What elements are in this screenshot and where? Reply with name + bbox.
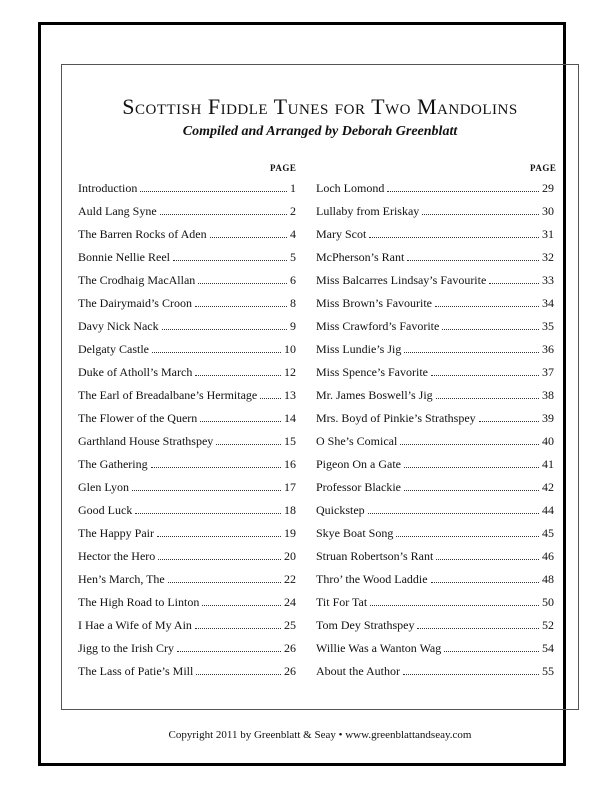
toc-entry xyxy=(316,291,554,311)
toc-entry-page: 16 xyxy=(284,457,296,471)
dot-leader xyxy=(162,329,287,330)
toc-entry-title: O She’s Comical xyxy=(316,434,398,448)
toc-entry-title: Miss Lundie’s Jig xyxy=(316,342,402,356)
toc-entry-title: Hen’s March, The xyxy=(78,572,165,586)
toc-entry-page: 9 xyxy=(290,319,296,333)
toc-entry-title: The Gathering xyxy=(78,457,148,471)
toc-entry-title: Struan Robertson’s Rant xyxy=(316,549,434,563)
dot-leader xyxy=(387,191,539,192)
toc-entry-title: Mr. James Boswell’s Jig xyxy=(316,388,433,402)
left-page-header: PAGE xyxy=(270,163,297,173)
toc-entry xyxy=(316,452,554,472)
toc-entry-title: Tit For Tat xyxy=(316,595,368,609)
dot-leader xyxy=(173,260,287,261)
toc-entry-page: 5 xyxy=(290,250,296,264)
toc-entry-page: 32 xyxy=(542,250,554,264)
toc-entry-title: Mrs. Boyd of Pinkie’s Strathspey xyxy=(316,411,476,425)
book-subtitle: Compiled and Arranged by Deborah Greenblatt xyxy=(182,124,458,139)
toc-entry-title: Introduction xyxy=(78,181,138,195)
toc-entry-title: Lullaby from Eriskay xyxy=(316,204,420,218)
dot-leader xyxy=(157,536,281,537)
toc-entry xyxy=(78,429,296,449)
toc-entry-title: I Hae a Wife of My Ain xyxy=(78,618,192,632)
dot-leader xyxy=(407,260,539,261)
toc-entry xyxy=(78,314,296,334)
dot-leader xyxy=(151,467,281,468)
toc-entry xyxy=(316,590,554,610)
toc-entry-page: 42 xyxy=(542,480,554,494)
book-title: Scottish Fiddle Tunes for Two Mandolins xyxy=(122,94,518,119)
toc-entry-title: Quickstep xyxy=(316,503,365,517)
toc-entry-page: 4 xyxy=(290,227,296,241)
toc-entry-page: 35 xyxy=(542,319,554,333)
dot-leader xyxy=(417,628,539,629)
right-page-header: PAGE xyxy=(530,163,557,173)
toc-entry xyxy=(78,268,296,288)
toc-entry-page: 52 xyxy=(542,618,554,632)
dot-leader xyxy=(369,237,539,238)
dot-leader xyxy=(431,375,539,376)
dot-leader xyxy=(489,283,539,284)
toc-entry-title: Skye Boat Song xyxy=(316,526,394,540)
dot-leader xyxy=(195,306,287,307)
toc-entry-page: 30 xyxy=(542,204,554,218)
toc-entry-page: 34 xyxy=(542,296,554,310)
dot-leader xyxy=(404,467,539,468)
toc-entry-title: Pigeon On a Gate xyxy=(316,457,401,471)
toc-entry xyxy=(78,383,296,403)
toc-entry-title: The Flower of the Quern xyxy=(78,411,198,425)
dot-leader xyxy=(400,444,539,445)
dot-leader xyxy=(431,582,539,583)
toc-entry-page: 44 xyxy=(542,503,554,517)
dot-leader xyxy=(404,490,539,491)
toc-entry-page: 38 xyxy=(542,388,554,402)
toc-entry xyxy=(78,521,296,541)
dot-leader xyxy=(132,490,281,491)
toc-entry xyxy=(316,475,554,495)
toc-entry xyxy=(316,268,554,288)
dot-leader xyxy=(396,536,539,537)
dot-leader xyxy=(195,375,281,376)
toc-entry xyxy=(316,383,554,403)
toc-entry-page: 46 xyxy=(542,549,554,563)
dot-leader xyxy=(177,651,281,652)
toc-entry-title: Auld Lang Syne xyxy=(78,204,157,218)
toc-entry-page: 25 xyxy=(284,618,296,632)
dot-leader xyxy=(158,559,281,560)
toc-entry xyxy=(78,544,296,564)
dot-leader xyxy=(444,651,539,652)
toc-entry-page: 8 xyxy=(290,296,296,310)
toc-entry-title: The High Road to Linton xyxy=(78,595,200,609)
toc-entry-title: Miss Crawford’s Favorite xyxy=(316,319,440,333)
dot-leader xyxy=(368,513,539,514)
toc-entry-title: Thro’ the Wood Laddie xyxy=(316,572,428,586)
toc-entry-page: 2 xyxy=(290,204,296,218)
toc-entry-page: 48 xyxy=(542,572,554,586)
toc-entry-page: 12 xyxy=(284,365,296,379)
toc-entry-page: 15 xyxy=(284,434,296,448)
toc-entry-page: 24 xyxy=(284,595,296,609)
toc-entry-page: 41 xyxy=(542,457,554,471)
toc-entry-page: 13 xyxy=(284,388,296,402)
toc-entry-title: Garthland House Strathspey xyxy=(78,434,214,448)
toc-entry-title: Miss Spence’s Favorite xyxy=(316,365,428,379)
toc-entry xyxy=(316,199,554,219)
dot-leader xyxy=(436,559,539,560)
dot-leader xyxy=(436,398,539,399)
toc-entry xyxy=(78,636,296,656)
toc-entry-title: The Lass of Patie’s Mill xyxy=(78,664,194,678)
toc-entry-page: 17 xyxy=(284,480,296,494)
toc-entry-title: About the Author xyxy=(316,664,400,678)
dot-leader xyxy=(404,352,539,353)
dot-leader xyxy=(216,444,281,445)
toc-entry xyxy=(316,659,554,679)
toc-entry xyxy=(316,245,554,265)
dot-leader xyxy=(135,513,281,514)
toc-entry-title: Delgaty Castle xyxy=(78,342,149,356)
dot-leader xyxy=(442,329,539,330)
toc-entry-title: The Dairymaid’s Croon xyxy=(78,296,192,310)
dot-leader xyxy=(202,605,281,606)
dot-leader xyxy=(198,283,287,284)
toc-entry-title: Duke of Atholl’s March xyxy=(78,365,193,379)
dot-leader xyxy=(195,628,281,629)
dot-leader xyxy=(168,582,281,583)
toc-entry xyxy=(78,245,296,265)
toc-entry-page: 19 xyxy=(284,526,296,540)
toc-entry xyxy=(78,452,296,472)
dot-leader xyxy=(160,214,287,215)
dot-leader xyxy=(152,352,281,353)
dot-leader xyxy=(196,674,281,675)
toc-entry xyxy=(316,613,554,633)
toc-entry-page: 54 xyxy=(542,641,554,655)
toc-entry-title: The Crodhaig MacAllan xyxy=(78,273,196,287)
toc-entry-page: 26 xyxy=(284,664,296,678)
dot-leader xyxy=(210,237,287,238)
toc-entry-page: 20 xyxy=(284,549,296,563)
toc-entry xyxy=(78,360,296,380)
toc-entry-page: 6 xyxy=(290,273,296,287)
toc-entry xyxy=(78,613,296,633)
toc-entry-title: Jigg to the Irish Cry xyxy=(78,641,174,655)
dot-leader xyxy=(422,214,539,215)
toc-entry xyxy=(78,337,296,357)
toc-entry-page: 39 xyxy=(542,411,554,425)
dot-leader xyxy=(435,306,539,307)
toc-entry xyxy=(78,291,296,311)
dot-leader xyxy=(403,674,539,675)
dot-leader xyxy=(200,421,281,422)
toc-entry-title: Davy Nick Nack xyxy=(78,319,159,333)
toc-entry-title: Miss Balcarres Lindsay’s Favourite xyxy=(316,273,487,287)
toc-entry xyxy=(78,659,296,679)
toc-entry-title: Hector the Hero xyxy=(78,549,156,563)
toc-entry xyxy=(316,314,554,334)
toc-entry xyxy=(316,360,554,380)
toc-entry-page: 36 xyxy=(542,342,554,356)
dot-leader xyxy=(260,398,281,399)
toc-entry-page: 18 xyxy=(284,503,296,517)
toc-entry-page: 55 xyxy=(542,664,554,678)
toc-entry-page: 37 xyxy=(542,365,554,379)
toc-entry-page: 33 xyxy=(542,273,554,287)
toc-entry xyxy=(78,475,296,495)
toc-entry-page: 40 xyxy=(542,434,554,448)
toc-entry xyxy=(78,406,296,426)
toc-entry-title: Mary Scot xyxy=(316,227,367,241)
toc-entry-page: 14 xyxy=(284,411,296,425)
toc-entry-title: The Earl of Breadalbane’s Hermitage xyxy=(78,388,258,402)
toc-entry xyxy=(316,429,554,449)
toc-entry-page: 1 xyxy=(290,181,296,195)
toc-entry xyxy=(316,406,554,426)
toc-entry xyxy=(78,222,296,242)
toc-entry-title: Glen Lyon xyxy=(78,480,129,494)
toc-entry xyxy=(316,222,554,242)
toc-entry xyxy=(78,176,296,196)
toc-entry xyxy=(316,337,554,357)
toc-entry-page: 22 xyxy=(284,572,296,586)
toc-entry-title: Loch Lomond xyxy=(316,181,385,195)
toc-entry xyxy=(316,498,554,518)
toc-entry-title: The Happy Pair xyxy=(78,526,154,540)
toc-entry-page: 29 xyxy=(542,181,554,195)
toc-entry xyxy=(316,636,554,656)
toc-entry-title: Good Luck xyxy=(78,503,133,517)
toc-entry-title: McPherson’s Rant xyxy=(316,250,405,264)
toc-entry-title: The Barren Rocks of Aden xyxy=(78,227,207,241)
toc-entry-title: Tom Dey Strathspey xyxy=(316,618,415,632)
toc-entry-page: 10 xyxy=(284,342,296,356)
dot-leader xyxy=(479,421,539,422)
toc-entry xyxy=(316,521,554,541)
toc-entry xyxy=(316,176,554,196)
toc-entry-page: 31 xyxy=(542,227,554,241)
toc-entry xyxy=(78,567,296,587)
toc-entry xyxy=(78,590,296,610)
dot-leader xyxy=(370,605,539,606)
dot-leader xyxy=(140,191,287,192)
toc-entry xyxy=(78,498,296,518)
toc-entry-title: Miss Brown’s Favourite xyxy=(316,296,433,310)
toc-entry xyxy=(78,199,296,219)
copyright-footer: Copyright 2011 by Greenblatt & Seay • www.greenblattandseay.com xyxy=(168,729,472,741)
toc-entry-title: Professor Blackie xyxy=(316,480,401,494)
toc-entry-page: 45 xyxy=(542,526,554,540)
toc-entry-page: 26 xyxy=(284,641,296,655)
toc-entry xyxy=(316,567,554,587)
toc-entry-title: Willie Was a Wanton Wag xyxy=(316,641,442,655)
toc-entry xyxy=(316,544,554,564)
toc-entry-title: Bonnie Nellie Reel xyxy=(78,250,170,264)
toc-entry-page: 50 xyxy=(542,595,554,609)
